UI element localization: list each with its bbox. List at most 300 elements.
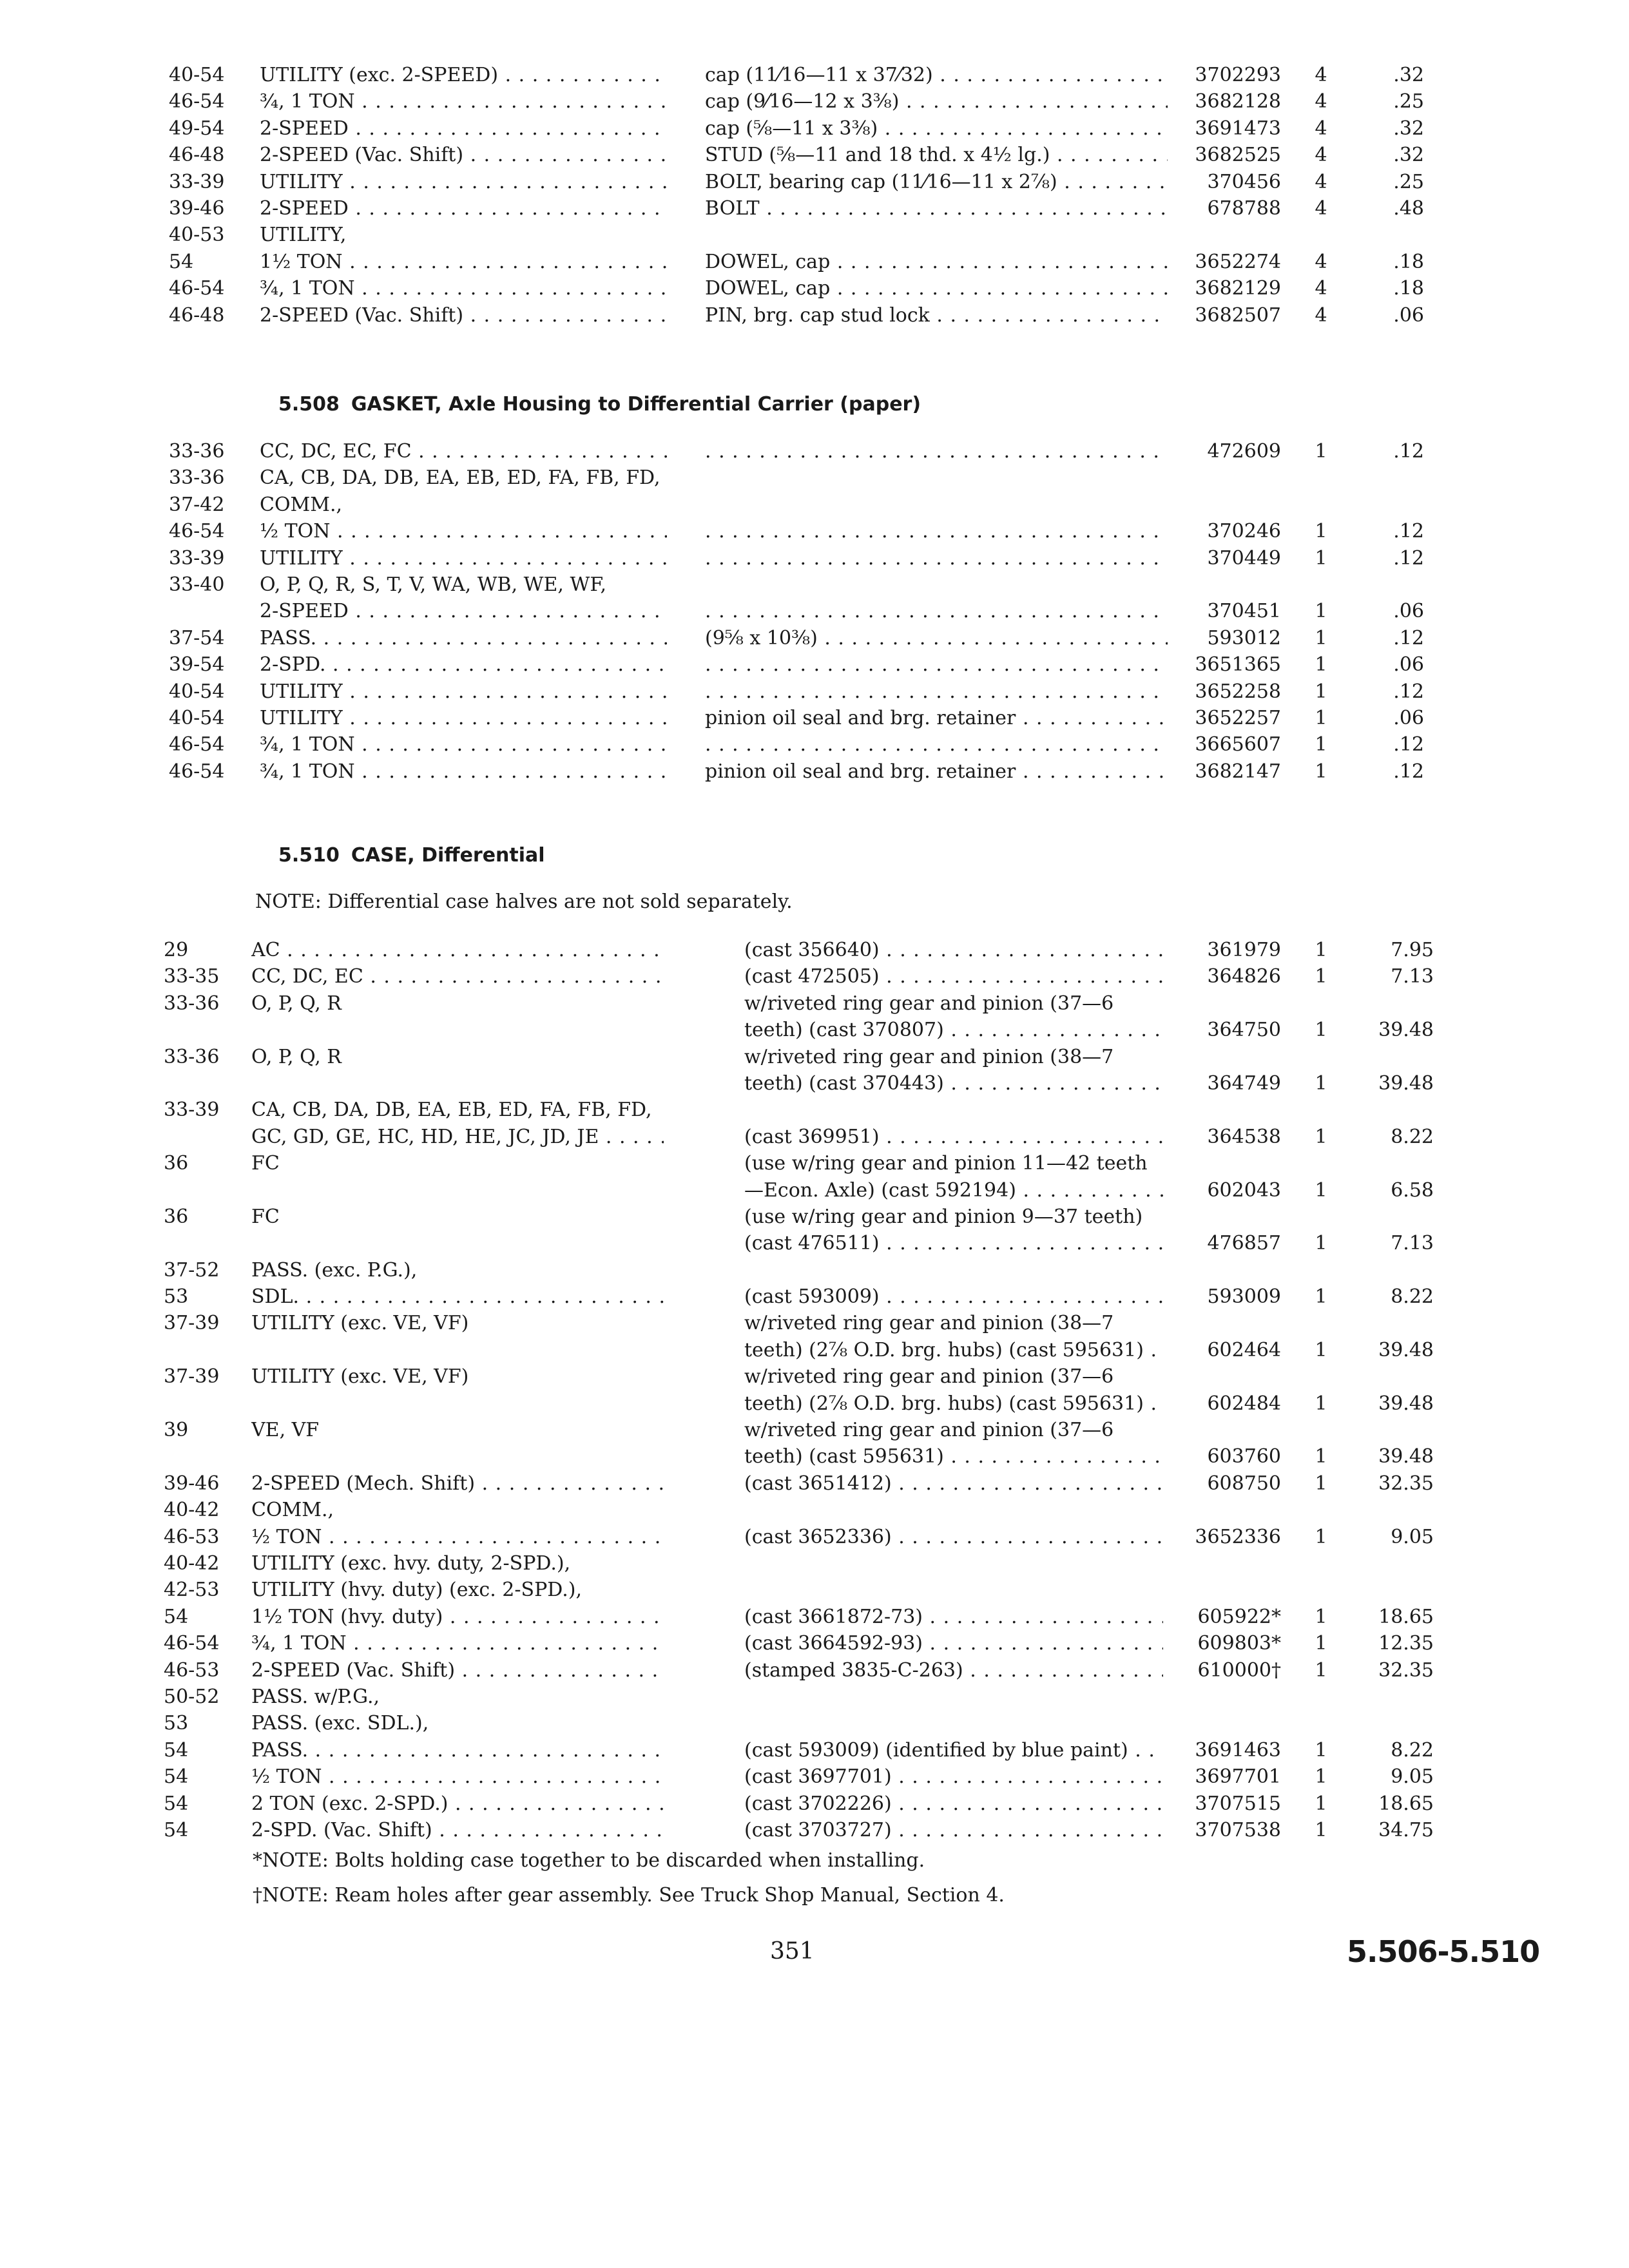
row-part-number: 476857	[1207, 1232, 1281, 1255]
row-price: .48	[1393, 197, 1424, 220]
section-508-heading	[278, 393, 921, 416]
row-model: PASS. (exc. P.G.),	[251, 1258, 418, 1282]
row-model: PASS. w/P.G.,	[251, 1685, 380, 1708]
table-row	[0, 1684, 1629, 1710]
row-year: 46-54	[164, 1632, 220, 1655]
row-part-number: 3691463	[1195, 1738, 1281, 1762]
row-year: 54	[169, 250, 194, 273]
row-part-number: 3682147	[1195, 760, 1281, 783]
row-model: CC, DC, EC, FC . . .	[260, 438, 667, 465]
row-model: ¾, 1 TON . . .	[251, 1630, 664, 1657]
row-model: UTILITY (exc. 2-SPEED) . . .	[260, 62, 667, 88]
row-year: 33-39	[169, 170, 225, 193]
row-price: 32.35	[1378, 1472, 1434, 1495]
row-part-number: 678788	[1207, 197, 1281, 220]
row-part-number: 602464	[1207, 1338, 1281, 1361]
table-row	[0, 518, 1629, 544]
row-year: 54	[164, 1792, 189, 1815]
row-description: (use w/ring gear and pinion 11—42 teeth	[744, 1152, 1148, 1175]
row-description: teeth) (cast 370443) . . .	[744, 1070, 1163, 1097]
row-year: 46-53	[164, 1658, 220, 1682]
row-quantity: 1	[1315, 1605, 1327, 1628]
row-price: 7.13	[1391, 965, 1434, 988]
table-row	[0, 302, 1629, 329]
row-price: 39.48	[1378, 1445, 1434, 1468]
section-508-number: 5.508	[278, 393, 340, 416]
row-quantity: 1	[1315, 1792, 1327, 1815]
row-year: 39-54	[169, 653, 225, 677]
row-quantity: 4	[1315, 197, 1327, 220]
row-part-number: 593012	[1207, 626, 1281, 649]
row-year: 33-40	[169, 573, 225, 596]
row-description: (cast 593009) (identified by blue paint) . . .	[744, 1737, 1163, 1763]
row-year: 40-42	[164, 1499, 220, 1522]
row-quantity: 1	[1315, 1472, 1327, 1495]
row-description	[705, 545, 1168, 572]
table-row	[0, 1017, 1629, 1043]
table-row	[0, 758, 1629, 785]
row-description: DOWEL, cap . . .	[705, 275, 1168, 302]
table-row	[0, 1363, 1629, 1390]
row-part-number: 608750	[1207, 1472, 1281, 1495]
table-row	[0, 1150, 1629, 1177]
row-quantity: 1	[1315, 1338, 1327, 1361]
table-row	[0, 1710, 1629, 1736]
row-year: 36	[164, 1152, 189, 1175]
row-description: (cast 472505) . . .	[744, 963, 1163, 990]
row-year: 29	[164, 939, 189, 961]
row-model: ¾, 1 TON . . .	[260, 275, 667, 302]
table-row	[0, 1337, 1629, 1363]
row-model: VE, VF	[251, 1419, 320, 1442]
row-year: 46-54	[169, 760, 225, 783]
row-model: ½ TON . . .	[260, 518, 667, 544]
row-part-number: 3682507	[1195, 303, 1281, 327]
row-part-number: 3697701	[1195, 1765, 1281, 1789]
row-description: (cast 593009) . . .	[744, 1283, 1163, 1310]
footnote-bolts: *NOTE: Bolts holding case together to be discarded when installing.	[253, 1849, 925, 1872]
row-year: 46-54	[169, 277, 225, 300]
row-year: 33-36	[169, 466, 225, 490]
row-part-number: 602484	[1207, 1392, 1281, 1415]
row-description: cap (⅝—11 x 3⅜) . . .	[705, 115, 1168, 142]
row-model: 1½ TON . . .	[260, 249, 667, 275]
table-row	[0, 731, 1629, 758]
row-year: 46-48	[169, 303, 225, 327]
row-part-number: 370246	[1207, 520, 1281, 543]
row-part-number: 3707538	[1195, 1818, 1281, 1841]
row-model: FC	[251, 1205, 280, 1228]
table-row	[0, 1577, 1629, 1603]
row-price: .25	[1393, 90, 1424, 113]
row-year: 33-39	[169, 546, 225, 570]
row-description: pinion oil seal and brg. retainer . . .	[705, 758, 1168, 785]
row-quantity: 1	[1315, 653, 1327, 677]
row-price: .12	[1393, 440, 1424, 463]
row-description: DOWEL, cap . . .	[705, 249, 1168, 275]
section-508-table	[0, 438, 1629, 785]
table-row	[0, 1524, 1629, 1550]
section-510-heading	[278, 844, 545, 867]
table-row	[0, 937, 1629, 963]
row-description: w/riveted ring gear and pinion (37—6	[744, 992, 1114, 1015]
section-510-title: CASE, Differential	[351, 844, 545, 867]
row-quantity: 1	[1315, 1738, 1327, 1762]
row-quantity: 1	[1315, 600, 1327, 623]
row-part-number: 370451	[1207, 600, 1281, 623]
row-model: UTILITY . . .	[260, 678, 667, 705]
row-description: (cast 3661872-73) . . .	[744, 1604, 1163, 1630]
row-price: 9.05	[1391, 1765, 1434, 1789]
row-price: .12	[1393, 680, 1424, 703]
row-year: 33-36	[164, 992, 220, 1015]
row-part-number: 603760	[1207, 1445, 1281, 1468]
table-row	[0, 1763, 1629, 1790]
table-row	[0, 1604, 1629, 1630]
table-row	[0, 572, 1629, 598]
row-price: 39.48	[1378, 1072, 1434, 1095]
row-quantity: 1	[1315, 706, 1327, 729]
table-row	[0, 1257, 1629, 1283]
row-model: 1½ TON (hvy. duty) . . .	[251, 1604, 664, 1630]
row-part-number: 3652258	[1195, 680, 1281, 703]
table-row	[0, 1497, 1629, 1523]
row-part-number: 3702293	[1195, 64, 1281, 86]
row-part-number: 3691473	[1195, 117, 1281, 140]
row-model: UTILITY . . .	[260, 169, 667, 195]
row-description: (stamped 3835-C-263) . . .	[744, 1657, 1163, 1684]
table-row	[0, 275, 1629, 302]
row-price: .32	[1393, 64, 1424, 86]
row-quantity: 1	[1315, 1019, 1327, 1042]
row-quantity: 1	[1315, 1445, 1327, 1468]
table-row	[0, 465, 1629, 491]
row-quantity: 4	[1315, 303, 1327, 327]
row-part-number: 3665607	[1195, 733, 1281, 756]
row-part-number: 364538	[1207, 1125, 1281, 1148]
row-price: .32	[1393, 117, 1424, 140]
row-price: 18.65	[1378, 1605, 1434, 1628]
table-row	[0, 990, 1629, 1017]
row-description: w/riveted ring gear and pinion (38—7	[744, 1312, 1114, 1335]
row-year: 49-54	[169, 117, 225, 140]
table-row	[0, 1657, 1629, 1684]
row-price: .06	[1393, 600, 1424, 623]
section-506-table	[0, 62, 1629, 329]
row-year: 33-36	[164, 1045, 220, 1068]
row-quantity: 1	[1315, 1178, 1327, 1202]
table-row	[0, 1390, 1629, 1417]
row-year: 54	[164, 1765, 189, 1789]
row-year: 54	[164, 1818, 189, 1841]
row-description: (cast 356640) . . .	[744, 937, 1163, 963]
row-part-number: 472609	[1207, 440, 1281, 463]
table-row	[0, 169, 1629, 195]
row-model: ¾, 1 TON . . .	[260, 758, 667, 785]
table-row	[0, 1177, 1629, 1204]
row-quantity: 1	[1315, 1658, 1327, 1682]
row-part-number: 593009	[1207, 1285, 1281, 1309]
row-part-number: 364749	[1207, 1072, 1281, 1095]
row-year: 33-39	[164, 1099, 220, 1122]
row-price: 18.65	[1378, 1792, 1434, 1815]
row-quantity: 1	[1315, 1818, 1327, 1841]
table-row	[0, 1230, 1629, 1256]
row-part-number: 602043	[1207, 1178, 1281, 1202]
row-description: BOLT . . .	[705, 195, 1168, 222]
table-row	[0, 438, 1629, 465]
row-price: 8.22	[1391, 1125, 1434, 1148]
table-row	[0, 1630, 1629, 1657]
row-year: 39-46	[169, 197, 225, 220]
row-part-number: 3682128	[1195, 90, 1281, 113]
row-year: 33-35	[164, 965, 220, 988]
row-model: O, P, Q, R	[251, 992, 342, 1015]
row-model: ½ TON . . .	[251, 1524, 664, 1550]
row-model: 2-SPD. (Vac. Shift) . . .	[251, 1817, 664, 1843]
row-year: 50-52	[164, 1685, 220, 1708]
row-model: UTILITY (exc. VE, VF)	[251, 1312, 469, 1335]
row-model: 2-SPD. . . .	[260, 651, 667, 678]
row-year: 53	[164, 1285, 189, 1309]
row-model: 2-SPEED . . .	[260, 195, 667, 222]
row-description: (use w/ring gear and pinion 9—37 teeth)	[744, 1205, 1143, 1228]
row-year: 40-42	[164, 1552, 220, 1575]
row-year: 36	[164, 1205, 189, 1228]
row-quantity: 4	[1315, 250, 1327, 273]
row-year: 37-54	[169, 626, 225, 649]
row-description: (9⅝ x 10⅜) . . .	[705, 625, 1168, 651]
row-model: COMM.,	[260, 493, 343, 516]
row-model: CA, CB, DA, DB, EA, EB, ED, FA, FB, FD,	[251, 1099, 652, 1122]
row-model: 2-SPEED (Vac. Shift) . . .	[260, 142, 667, 168]
row-price: .12	[1393, 733, 1424, 756]
row-quantity: 1	[1315, 1285, 1327, 1309]
row-description	[705, 651, 1168, 678]
row-part-number: 364750	[1207, 1019, 1281, 1042]
row-year: 40-54	[169, 680, 225, 703]
row-year: 37-52	[164, 1258, 220, 1282]
row-year: 40-54	[169, 706, 225, 729]
row-description: (cast 476511) . . .	[744, 1230, 1163, 1256]
row-description: (cast 369951) . . .	[744, 1124, 1163, 1150]
row-quantity: 1	[1315, 733, 1327, 756]
row-model: AC . . .	[251, 937, 664, 963]
section-range: 5.506-5.510	[1347, 1934, 1540, 1969]
row-year: 46-48	[169, 144, 225, 167]
row-part-number: 609803*	[1197, 1632, 1281, 1655]
row-year: 46-54	[169, 90, 225, 113]
table-row	[0, 678, 1629, 705]
row-description: PIN, brg. cap stud lock . . .	[705, 302, 1168, 329]
table-row	[0, 195, 1629, 222]
row-part-number: 3682525	[1195, 144, 1281, 167]
row-quantity: 4	[1315, 90, 1327, 113]
row-model: UTILITY . . .	[260, 545, 667, 572]
row-model: PASS. . . .	[251, 1737, 664, 1763]
table-row	[0, 545, 1629, 572]
table-row	[0, 1817, 1629, 1843]
row-price: .32	[1393, 144, 1424, 167]
row-description: pinion oil seal and brg. retainer . . .	[705, 705, 1168, 731]
row-price: 34.75	[1378, 1818, 1434, 1841]
row-part-number: 370456	[1207, 170, 1281, 193]
table-row	[0, 1070, 1629, 1097]
row-price: .25	[1393, 170, 1424, 193]
row-quantity: 4	[1315, 64, 1327, 86]
row-description: —Econ. Axle) (cast 592194) . . .	[744, 1177, 1163, 1204]
row-model: UTILITY (hvy. duty) (exc. 2-SPD.),	[251, 1579, 583, 1602]
row-price: .06	[1393, 706, 1424, 729]
row-price: .06	[1393, 653, 1424, 677]
row-part-number: 3652274	[1195, 250, 1281, 273]
row-part-number: 3651365	[1195, 653, 1281, 677]
row-quantity: 1	[1315, 440, 1327, 463]
row-year: 46-54	[169, 733, 225, 756]
row-quantity: 4	[1315, 117, 1327, 140]
row-year: 37-42	[169, 493, 225, 516]
row-year: 54	[164, 1605, 189, 1628]
row-model: PASS. (exc. SDL.),	[251, 1712, 429, 1735]
table-row	[0, 1791, 1629, 1817]
row-description: (cast 3664592-93) . . .	[744, 1630, 1163, 1657]
row-description: teeth) (cast 595631) . . .	[744, 1443, 1163, 1470]
row-price: 8.22	[1391, 1285, 1434, 1309]
row-price: 8.22	[1391, 1738, 1434, 1762]
row-description: teeth) (2⅞ O.D. brg. hubs) (cast 595631) . . .	[744, 1390, 1163, 1417]
row-model: 2 TON (exc. 2-SPD.) . . .	[251, 1791, 664, 1817]
row-part-number: 3652336	[1195, 1525, 1281, 1548]
section-510-table	[0, 937, 1629, 1843]
row-quantity: 4	[1315, 170, 1327, 193]
row-description: (cast 3697701) . . .	[744, 1763, 1163, 1790]
row-price: 9.05	[1391, 1525, 1434, 1548]
table-row	[0, 1044, 1629, 1070]
row-description	[705, 598, 1168, 624]
table-row	[0, 115, 1629, 142]
row-quantity: 1	[1315, 520, 1327, 543]
row-part-number: 364826	[1207, 965, 1281, 988]
row-year: 33-36	[169, 440, 225, 463]
row-model: ¾, 1 TON . . .	[260, 88, 667, 115]
row-quantity: 1	[1315, 760, 1327, 783]
section-510-note: NOTE: Differential case halves are not sold separately.	[255, 890, 793, 913]
row-model: UTILITY,	[260, 224, 347, 247]
row-quantity: 1	[1315, 1765, 1327, 1789]
row-year: 40-53	[169, 224, 225, 247]
row-model: 2-SPEED . . .	[260, 115, 667, 142]
row-year: 46-53	[164, 1525, 220, 1548]
row-part-number: 610000†	[1197, 1658, 1281, 1682]
row-description: (cast 3652336) . . .	[744, 1524, 1163, 1550]
row-price: 7.13	[1391, 1232, 1434, 1255]
page-number: 351	[770, 1938, 815, 1965]
row-quantity: 1	[1315, 1392, 1327, 1415]
row-model: UTILITY (exc. VE, VF)	[251, 1365, 469, 1389]
section-508-title: GASKET, Axle Housing to Differential Carrier (paper)	[351, 393, 921, 416]
row-quantity: 1	[1315, 1632, 1327, 1655]
row-model: UTILITY (exc. hvy. duty, 2-SPD.),	[251, 1552, 571, 1575]
row-year: 42-53	[164, 1579, 220, 1602]
row-description	[705, 731, 1168, 758]
row-model: O, P, Q, R, S, T, V, WA, WB, WE, WF,	[260, 573, 606, 596]
table-row	[0, 1124, 1629, 1150]
row-model: 2-SPEED (Mech. Shift) . . .	[251, 1470, 664, 1497]
row-quantity: 1	[1315, 1072, 1327, 1095]
table-row	[0, 249, 1629, 275]
table-row	[0, 1443, 1629, 1470]
row-description	[705, 438, 1168, 465]
row-model: 2-SPEED (Vac. Shift) . . .	[260, 302, 667, 329]
footnote-ream: †NOTE: Ream holes after gear assembly. See Truck Shop Manual, Section 4.	[253, 1884, 1005, 1907]
row-quantity: 1	[1315, 680, 1327, 703]
row-quantity: 1	[1315, 1525, 1327, 1548]
row-price: .18	[1393, 250, 1424, 273]
table-row	[0, 142, 1629, 168]
section-510-number: 5.510	[278, 844, 340, 867]
row-description: STUD (⅝—11 and 18 thd. x 4½ lg.) . . .	[705, 142, 1168, 168]
row-year: 39	[164, 1419, 189, 1442]
table-row	[0, 222, 1629, 248]
row-year: 39-46	[164, 1472, 220, 1495]
row-part-number: 361979	[1207, 939, 1281, 961]
row-year: 37-39	[164, 1365, 220, 1389]
table-row	[0, 1470, 1629, 1497]
row-description	[705, 678, 1168, 705]
row-model: CA, CB, DA, DB, EA, EB, ED, FA, FB, FD,	[260, 466, 660, 490]
row-price: 6.58	[1391, 1178, 1434, 1202]
row-price: 39.48	[1378, 1019, 1434, 1042]
row-year: 46-54	[169, 520, 225, 543]
table-row	[0, 1310, 1629, 1336]
row-quantity: 1	[1315, 626, 1327, 649]
row-price: .12	[1393, 546, 1424, 570]
row-price: .06	[1393, 303, 1424, 327]
row-year: 40-54	[169, 64, 225, 86]
row-price: .12	[1393, 520, 1424, 543]
row-model: 2-SPEED . . .	[260, 598, 667, 624]
table-row	[0, 62, 1629, 88]
row-model: UTILITY . . .	[260, 705, 667, 731]
row-description	[705, 518, 1168, 544]
row-quantity: 1	[1315, 965, 1327, 988]
table-row	[0, 963, 1629, 990]
row-description: teeth) (2⅞ O.D. brg. hubs) (cast 595631) . . .	[744, 1337, 1163, 1363]
row-description: (cast 3702226) . . .	[744, 1791, 1163, 1817]
table-row	[0, 1417, 1629, 1443]
table-row	[0, 651, 1629, 678]
row-model: PASS. . . .	[260, 625, 667, 651]
row-model: CC, DC, EC . . .	[251, 963, 664, 990]
row-part-number: 605922*	[1197, 1605, 1281, 1628]
row-quantity: 1	[1315, 546, 1327, 570]
row-description: w/riveted ring gear and pinion (37—6	[744, 1419, 1114, 1442]
row-quantity: 1	[1315, 1125, 1327, 1148]
row-price: .18	[1393, 277, 1424, 300]
row-year: 37-39	[164, 1312, 220, 1335]
row-quantity: 4	[1315, 144, 1327, 167]
row-price: 32.35	[1378, 1658, 1434, 1682]
row-part-number: 3707515	[1195, 1792, 1281, 1815]
table-row	[0, 625, 1629, 651]
table-row	[0, 1283, 1629, 1310]
row-model: SDL. . . .	[251, 1283, 664, 1310]
row-model: COMM.,	[251, 1499, 334, 1522]
row-price: 39.48	[1378, 1338, 1434, 1361]
row-description: w/riveted ring gear and pinion (38—7	[744, 1045, 1114, 1068]
table-row	[0, 492, 1629, 518]
row-description: cap (11⁄16—11 x 37⁄32) . . .	[705, 62, 1168, 88]
